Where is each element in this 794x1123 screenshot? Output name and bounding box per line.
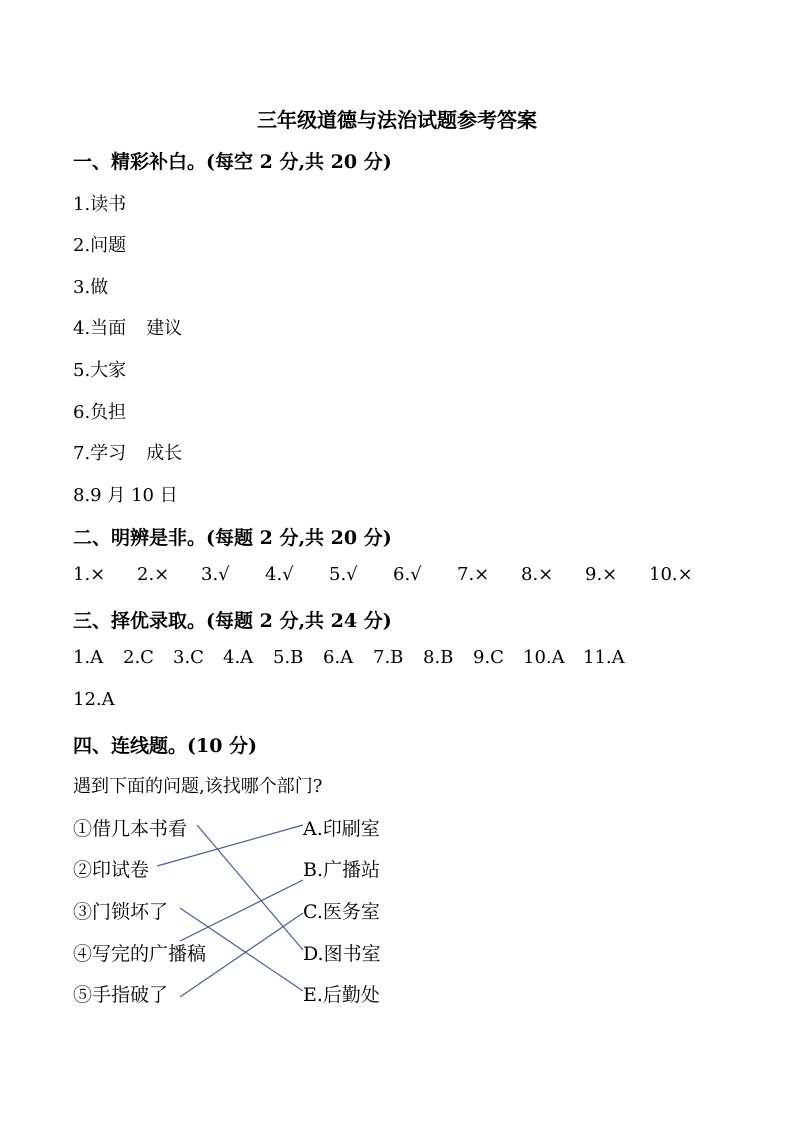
- fill-answer-8: 8.9 月 10 日: [73, 485, 178, 506]
- match-right-c: C.医务室: [303, 901, 380, 923]
- match-line-2-a: [157, 825, 303, 866]
- match-right-a: A.印刷室: [303, 818, 380, 840]
- judgement-answer: 9.×: [585, 564, 618, 585]
- match-right-b: B.广播站: [303, 859, 381, 881]
- fill-answer-4-b: 建议: [146, 318, 183, 339]
- fill-answer-4-a: 4.当面: [73, 318, 127, 339]
- judgement-answer: 4.√: [265, 564, 294, 585]
- page-title: 三年级道德与法治试题参考答案: [257, 108, 537, 132]
- fill-answer-3: 3.做: [73, 277, 109, 298]
- match-left-1: ①借几本书看: [73, 818, 188, 840]
- choice-answer: 1.A: [73, 647, 104, 668]
- choice-answer-12: 12.A: [73, 689, 115, 710]
- matching-question: 遇到下面的问题,该找哪个部门?: [73, 776, 323, 797]
- choice-answer: 2.C: [123, 647, 154, 668]
- match-left-4: ④写完的广播稿: [73, 943, 207, 965]
- section1-heading: 一、精彩补白。(每空 2 分,共 20 分): [73, 151, 392, 173]
- match-left-3: ③门锁坏了: [73, 901, 169, 923]
- judgement-answer: 10.×: [649, 564, 693, 585]
- choice-answer: 3.C: [173, 647, 204, 668]
- section2-heading: 二、明辨是非。(每题 2 分,共 20 分): [73, 527, 392, 549]
- choice-answer: 9.C: [473, 647, 504, 668]
- judgement-answer: 7.×: [457, 564, 490, 585]
- choice-answer: 6.A: [323, 647, 354, 668]
- judgement-answer: 3.√: [201, 564, 230, 585]
- match-right-e: E.后勤处: [303, 984, 380, 1006]
- match-line-3-e: [180, 908, 303, 991]
- section3-heading: 三、择优录取。(每题 2 分,共 24 分): [73, 610, 392, 632]
- fill-answer-6: 6.负担: [73, 402, 127, 423]
- judgement-answer: 5.√: [329, 564, 358, 585]
- fill-answer-7-b: 成长: [146, 443, 183, 464]
- choice-answer: 11.A: [583, 647, 625, 668]
- choice-answer: 7.B: [373, 647, 404, 668]
- judgement-answer: 8.×: [521, 564, 554, 585]
- choice-answer: 10.A: [523, 647, 565, 668]
- judgement-answer: 2.×: [137, 564, 170, 585]
- fill-answer-5: 5.大家: [73, 360, 127, 381]
- section4-heading: 四、连线题。(10 分): [73, 735, 258, 757]
- match-left-5: ⑤手指破了: [73, 984, 169, 1006]
- judgement-answer: 6.√: [393, 564, 422, 585]
- match-left-2: ②印试卷: [73, 859, 150, 881]
- fill-answer-2: 2.问题: [73, 235, 127, 256]
- match-line-5-c: [180, 913, 303, 997]
- match-line-4-b: [180, 880, 303, 941]
- choice-answer: 5.B: [273, 647, 304, 668]
- judgement-answer: 1.×: [73, 564, 106, 585]
- fill-answer-1: 1.读书: [73, 194, 127, 215]
- choice-answer: 4.A: [223, 647, 254, 668]
- fill-answer-7-a: 7.学习: [73, 443, 127, 464]
- choice-answer: 8.B: [423, 647, 454, 668]
- match-right-d: D.图书室: [303, 943, 381, 965]
